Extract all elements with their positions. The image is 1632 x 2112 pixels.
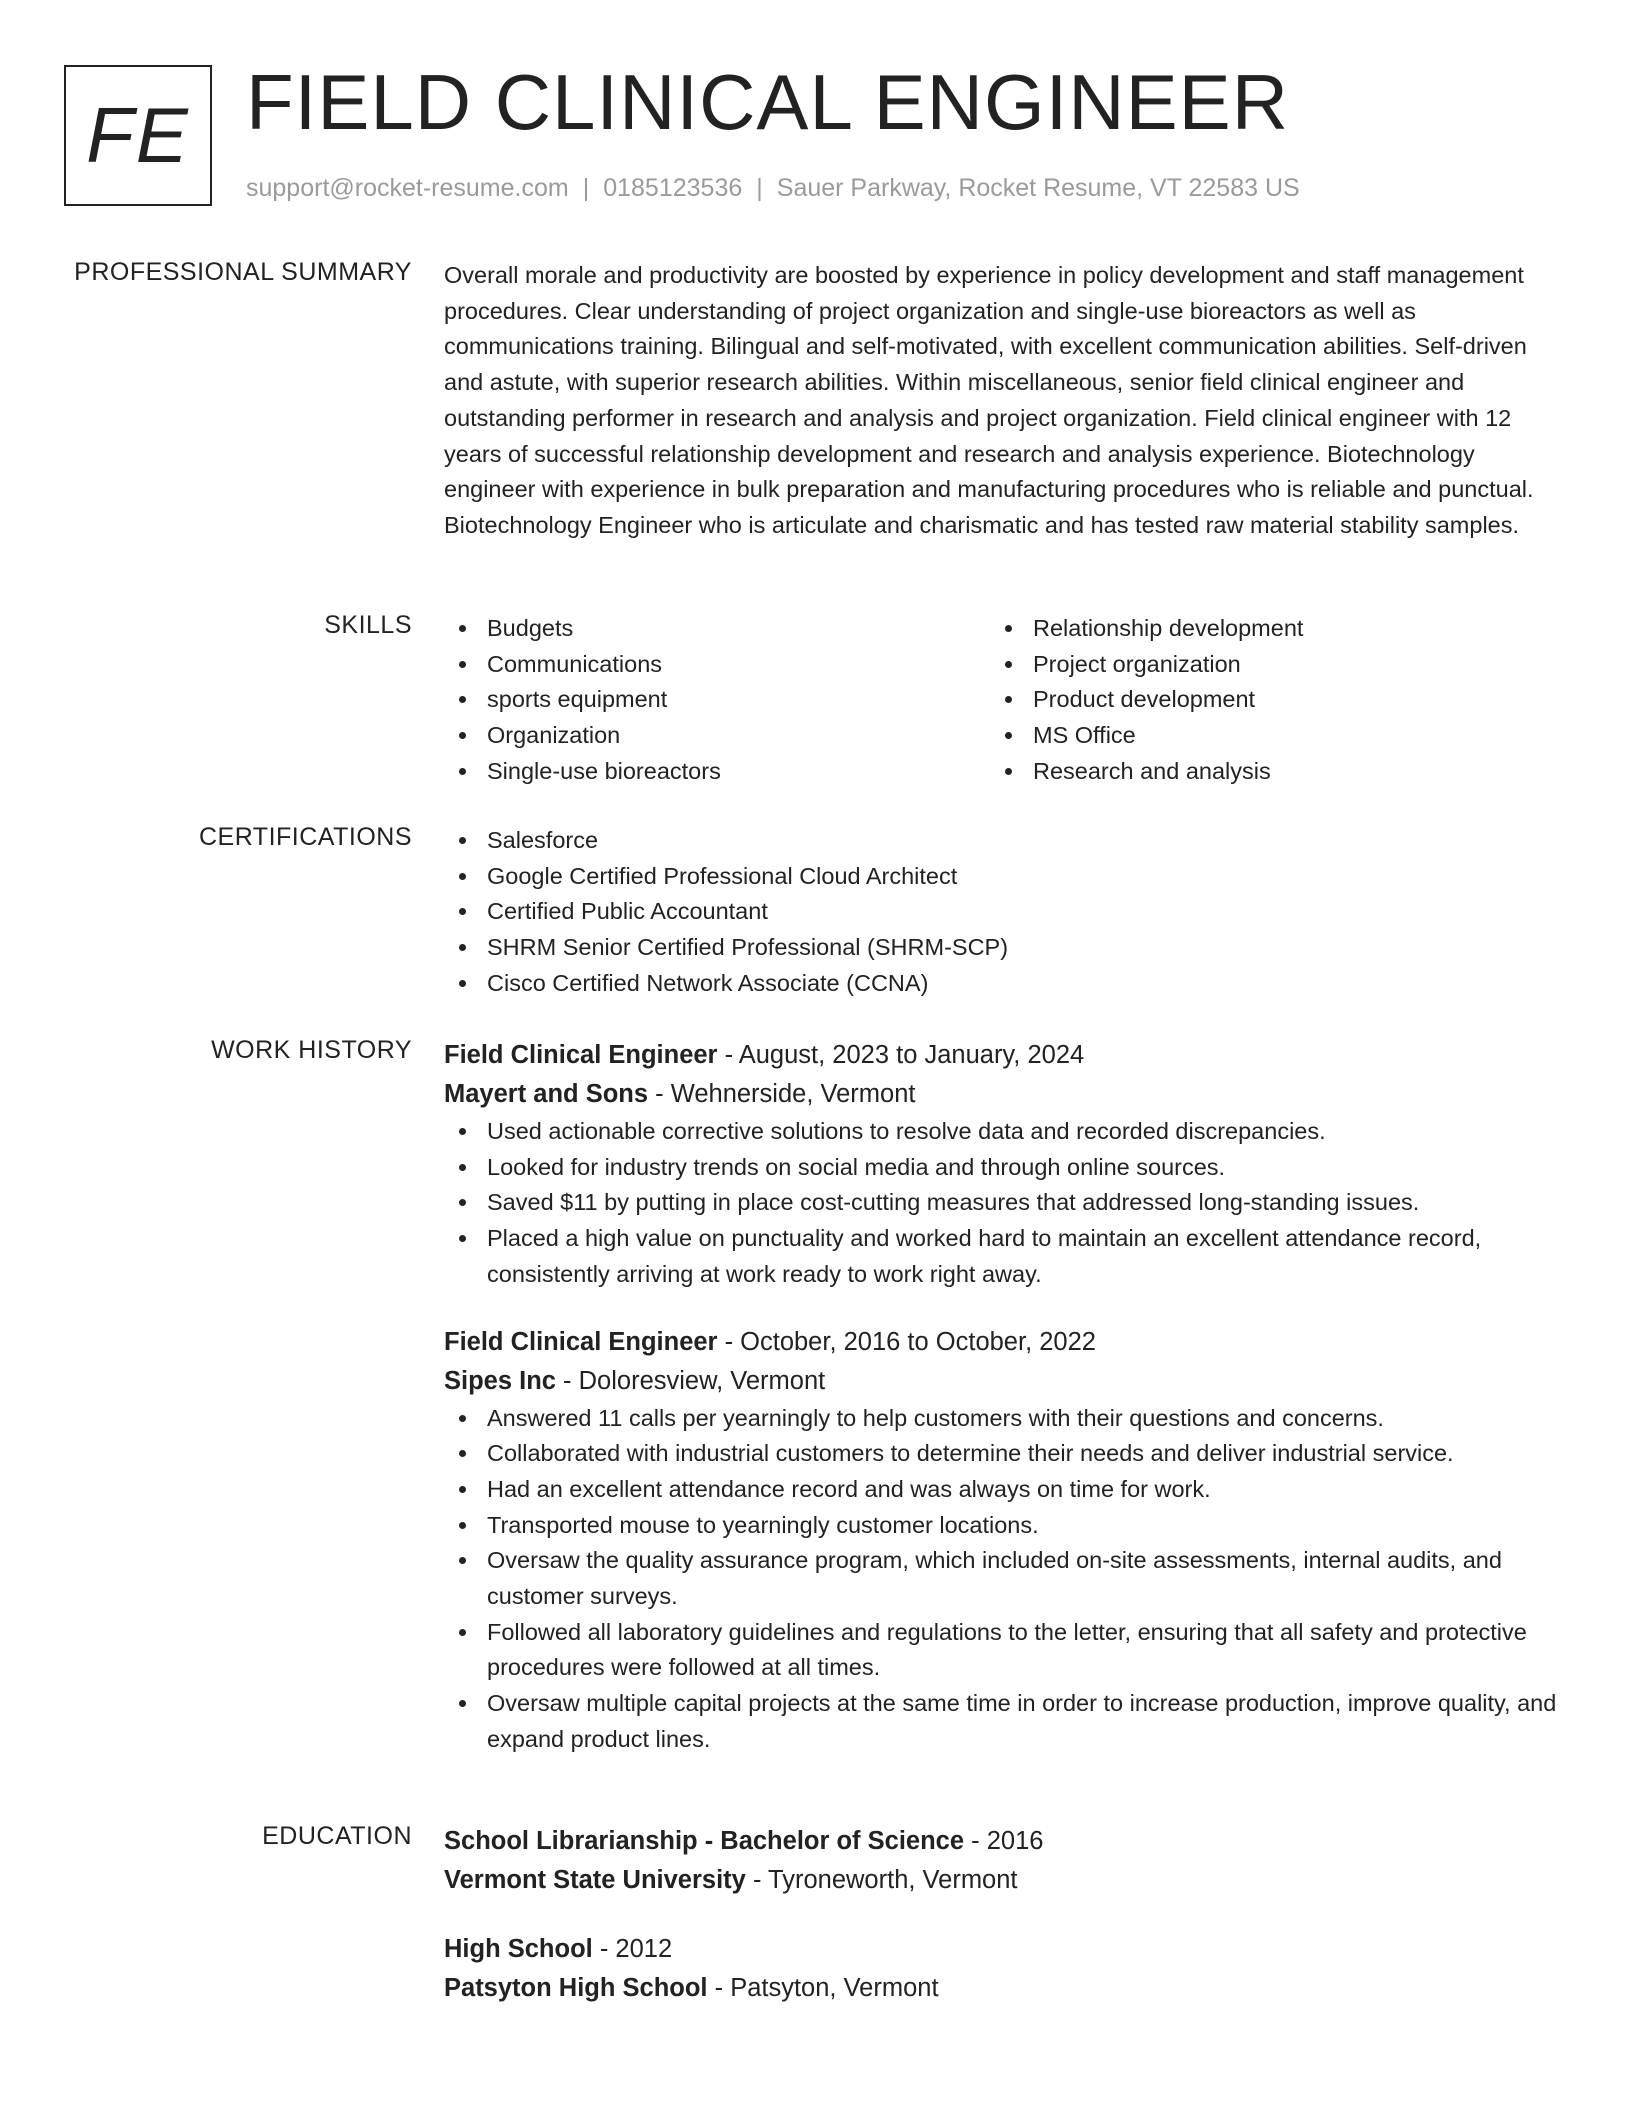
skill-item: Budgets [444, 611, 990, 647]
skills-list-left [444, 611, 990, 790]
skill-item: Relationship development [990, 611, 1536, 647]
job-dates: - August, 2023 to January, 2024 [717, 1041, 1085, 1069]
certification-item: Certified Public Accountant [444, 894, 1559, 930]
section-label-summary: PROFESSIONAL SUMMARY [74, 258, 412, 286]
job-bullet: Answered 11 calls per yearningly to help customers with their questions and concerns. [444, 1401, 1559, 1437]
certifications-list [444, 823, 1559, 1002]
education-entry [444, 1822, 1559, 1900]
education-entry [444, 1930, 1559, 2008]
education-body [444, 1822, 1559, 2008]
education-year: - 2012 [592, 1935, 673, 1963]
certification-item: Cisco Certified Network Associate (CCNA) [444, 966, 1559, 1002]
education-school-line [444, 1969, 1559, 2008]
job-entry [444, 1323, 1559, 1758]
job-title-line [444, 1036, 1559, 1075]
section-label-certifications: CERTIFICATIONS [198, 823, 412, 851]
job-location: - Doloresview, Vermont [555, 1366, 826, 1395]
skill-item: Communications [444, 647, 990, 683]
job-bullet: Looked for industry trends on social media and through online sources. [444, 1150, 1559, 1186]
skills-body [444, 611, 1559, 790]
certification-item: Salesforce [444, 823, 1559, 859]
job-title: Field Clinical Engineer [444, 1327, 718, 1356]
skill-item: sports equipment [444, 682, 990, 718]
monogram-box [64, 65, 212, 206]
job-bullets [444, 1401, 1559, 1758]
skills-list-right [990, 611, 1536, 790]
skill-item: Product development [990, 682, 1536, 718]
contact-separator: | [756, 174, 763, 202]
job-company-line [444, 1075, 1559, 1114]
section-label-education: EDUCATION [262, 1822, 412, 1850]
job-company: Mayert and Sons [444, 1080, 649, 1108]
job-title: Field Clinical Engineer [444, 1041, 718, 1069]
skill-item: Organization [444, 718, 990, 754]
job-bullet: Followed all laboratory guidelines and regulations to the letter, ensuring that all safety and protective procedures were followed at all times. [444, 1615, 1559, 1686]
summary-text: Overall morale and productivity are boosted by experience in policy development and staff management procedures. Clear understanding of project organization and single-use bioreactors as well as communications training. Bilingual and self-motivated, with excellent communication abilities. Self-driven and astute, with superior research abilities. Within miscellaneous, senior field clinical engineer and outstanding performer in research and analysis and project organization. Field clinical engineer with 12 years of successful relationship development and research and analysis experience. Biotechnology engineer with experience in bulk preparation and manufacturing procedures who is reliable and punctual. Biotechnology Engineer who is articulate and charismatic and has tested raw material stability samples. [444, 262, 1534, 538]
contact-phone: 0185123536 [603, 174, 743, 202]
job-bullet: Saved $11 by putting in place cost-cutting measures that addressed long-standing issues. [444, 1185, 1559, 1221]
education-location: - Patsyton, Vermont [707, 1974, 939, 2002]
job-bullet: Oversaw the quality assurance program, which included on-site assessments, internal audits, and customer surveys. [444, 1543, 1559, 1614]
certification-item: SHRM Senior Certified Professional (SHRM-SCP) [444, 930, 1559, 966]
education-year: - 2016 [964, 1827, 1044, 1855]
skill-item: MS Office [990, 718, 1536, 754]
job-bullet: Had an excellent attendance record and was always on time for work. [444, 1472, 1559, 1508]
job-bullets [444, 1114, 1559, 1293]
job-dates: - October, 2016 to October, 2022 [717, 1327, 1096, 1356]
job-bullet: Used actionable corrective solutions to resolve data and recorded discrepancies. [444, 1114, 1559, 1150]
skill-item: Project organization [990, 647, 1536, 683]
certifications-body [444, 823, 1559, 1002]
job-entry [444, 1036, 1559, 1293]
education-degree: High School [444, 1935, 593, 1963]
job-bullet: Oversaw multiple capital projects at the same time in order to increase production, improve quality, and expand product lines. [444, 1686, 1559, 1757]
job-title-line [444, 1323, 1559, 1362]
work-history-body [444, 1036, 1559, 1758]
education-school: Patsyton High School [444, 1974, 708, 2002]
summary-body [444, 258, 1559, 544]
monogram-initials: FE [86, 91, 190, 179]
job-bullet: Collaborated with industrial customers to determine their needs and deliver industrial service. [444, 1436, 1559, 1472]
section-label-skills: SKILLS [324, 611, 412, 639]
skill-item: Single-use bioreactors [444, 754, 990, 790]
education-school: Vermont State University [444, 1866, 746, 1894]
contact-address: Sauer Parkway, Rocket Resume, VT 22583 US [776, 174, 1300, 202]
education-school-line [444, 1861, 1559, 1900]
section-label-work-history: WORK HISTORY [211, 1036, 412, 1064]
education-degree: School Librarianship - Bachelor of Science [444, 1827, 965, 1855]
education-location: - Tyroneworth, Vermont [745, 1866, 1018, 1894]
contact-email: support@rocket-resume.com [246, 174, 569, 202]
job-bullet: Transported mouse to yearningly customer locations. [444, 1508, 1559, 1544]
job-location: - Wehnerside, Vermont [648, 1080, 916, 1108]
job-company-line [444, 1362, 1559, 1401]
resume-title: FIELD CLINICAL ENGINEER [246, 58, 1290, 146]
skill-item: Research and analysis [990, 754, 1536, 790]
job-bullet: Placed a high value on punctuality and worked hard to maintain an excellent attendance record, consistently arriving at work ready to work right away. [444, 1221, 1559, 1292]
job-company: Sipes Inc [444, 1366, 556, 1395]
contact-line [246, 174, 1300, 203]
education-degree-line [444, 1930, 1559, 1969]
contact-separator: | [582, 174, 590, 202]
education-degree-line [444, 1822, 1559, 1861]
certification-item: Google Certified Professional Cloud Architect [444, 859, 1559, 895]
